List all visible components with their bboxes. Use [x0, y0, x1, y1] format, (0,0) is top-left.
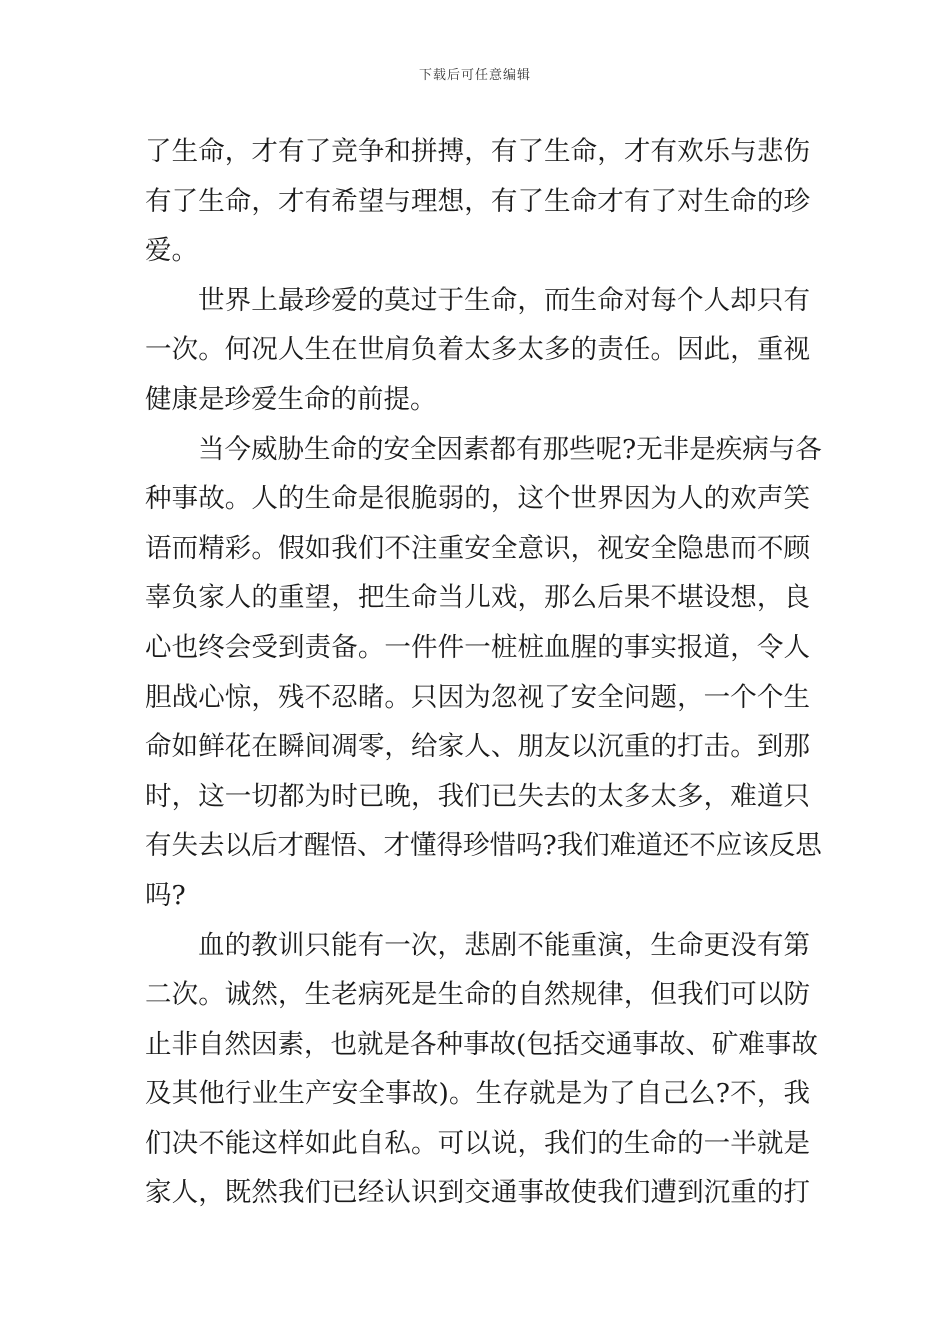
- text-line: 健康是珍爱生命的前提。: [145, 383, 437, 415]
- text-line: 胆战心惊，残不忍睹。只因为忽视了安全问题，一个个生: [145, 681, 810, 713]
- text-line: 辜负家人的重望，把生命当儿戏，那么后果不堪设想，良: [145, 582, 810, 614]
- paragraph-start-line: 当今威胁生命的安全因素都有那些呢?无非是疾病与各: [198, 433, 822, 465]
- text-line: 有失去以后才醒悟、才懂得珍惜吗?我们难道还不应该反思: [145, 830, 822, 862]
- text-line: 爱。: [145, 235, 198, 267]
- text-line: 命如鲜花在瞬间凋零，给家人、朋友以沉重的打击。到那: [145, 731, 810, 763]
- paragraph-start-line: 血的教训只能有一次，悲剧不能重演，生命更没有第: [198, 929, 810, 961]
- text-line: 家人，既然我们已经认识到交通事故使我们遭到沉重的打: [145, 1177, 810, 1209]
- text-line: 吗?: [145, 879, 186, 911]
- text-line: 及其他行业生产安全事故)。生存就是为了自己么?不，我: [145, 1078, 810, 1110]
- text-line: 了生命，才有了竞争和拼搏，有了生命，才有欢乐与悲伤: [145, 136, 810, 167]
- text-line: 二次。诚然，生老病死是生命的自然规律，但我们可以防: [145, 979, 810, 1011]
- page-header: 下载后可任意编辑: [418, 68, 531, 83]
- text-line: 止非自然因素，也就是各种事故(包括交通事故、矿难事故: [145, 1028, 818, 1060]
- text-line: 种事故。人的生命是很脆弱的，这个世界因为人的欢声笑: [145, 483, 810, 515]
- text-line: 一次。何况人生在世肩负着太多太多的责任。因此，重视: [145, 334, 810, 366]
- text-line: 语而精彩。假如我们不注重安全意识，视安全隐患而不顾: [145, 532, 810, 564]
- paragraph-start-line: 世界上最珍爱的莫过于生命，而生命对每个人却只有: [198, 284, 810, 316]
- document-body: [145, 127, 822, 1218]
- text-line: 们决不能这样如此自私。可以说，我们的生命的一半就是: [145, 1127, 810, 1159]
- text-line: 心也终会受到责备。一件件一桩桩血腥的事实报道，令人: [145, 631, 810, 663]
- text-line: 时，这一切都为时已晚，我们已失去的太多太多，难道只: [145, 780, 810, 812]
- text-line: 有了生命，才有希望与理想，有了生命才有了对生命的珍: [145, 185, 810, 217]
